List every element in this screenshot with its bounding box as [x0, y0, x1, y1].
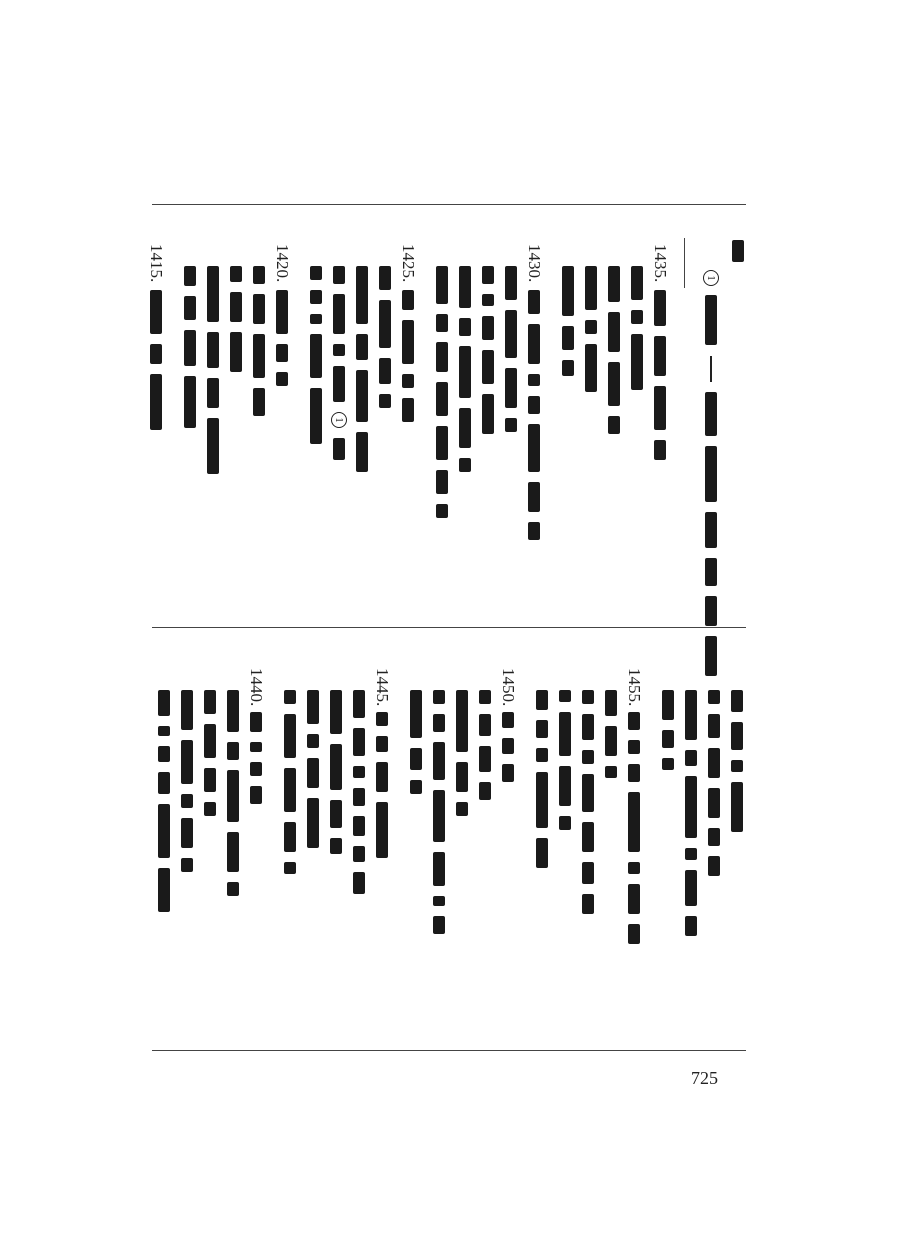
mongolian-word: [631, 334, 643, 390]
mongolian-word: [410, 748, 422, 770]
mongolian-word: [482, 394, 494, 434]
mongolian-word: [582, 894, 594, 914]
mongolian-word: [731, 690, 743, 712]
mongolian-word: [482, 294, 494, 306]
mongolian-word: [662, 730, 674, 748]
mongolian-word: [708, 690, 720, 704]
mongolian-word: [605, 690, 617, 716]
mongolian-word: [402, 398, 414, 422]
mongolian-word: [250, 742, 262, 752]
mongolian-word: [482, 350, 494, 384]
mongolian-word: [181, 818, 193, 848]
mongolian-word: [356, 334, 368, 360]
mongolian-word: [654, 386, 666, 430]
mongolian-word: [184, 330, 196, 366]
mongolian-word: [253, 266, 265, 284]
mongolian-word: [310, 314, 322, 324]
mongolian-word: [705, 392, 717, 436]
mongolian-word: [528, 290, 540, 314]
mongolian-word: [230, 332, 242, 372]
footnote-marker-circled: 1: [331, 412, 347, 428]
mongolian-word: [307, 734, 319, 748]
mongolian-word: [731, 722, 743, 750]
mongolian-word: [276, 290, 288, 334]
mongolian-word: [685, 750, 697, 766]
mongolian-word: [436, 504, 448, 518]
mongolian-word: [559, 766, 571, 806]
mongolian-word: [628, 924, 640, 944]
mongolian-word: [459, 318, 471, 336]
mongolian-word: [502, 712, 514, 728]
mongolian-word: [307, 798, 319, 848]
mongolian-word: [456, 762, 468, 792]
mongolian-word: [227, 832, 239, 872]
mongolian-word: [207, 332, 219, 368]
mongolian-word: [705, 636, 717, 676]
mongolian-word: [708, 788, 720, 818]
mongolian-word: [356, 432, 368, 472]
mongolian-word: [310, 388, 322, 444]
mongolian-word: [310, 266, 322, 280]
mongolian-word: [562, 266, 574, 316]
mongolian-word: [181, 794, 193, 808]
mongolian-word: [685, 916, 697, 936]
mongolian-word: [253, 294, 265, 324]
mongolian-word: [436, 382, 448, 416]
mongolian-word: [628, 884, 640, 914]
mongolian-word: [184, 376, 196, 428]
mongolian-word: [204, 768, 216, 792]
mongolian-word: [528, 482, 540, 512]
mongolian-word: [158, 746, 170, 762]
mongolian-word: [505, 368, 517, 408]
mongolian-word: [536, 772, 548, 828]
mongolian-word: [605, 766, 617, 778]
mongolian-word: [284, 862, 296, 874]
mongolian-word: [253, 388, 265, 416]
mongolian-word: [410, 690, 422, 738]
mongolian-word: [528, 324, 540, 364]
mongolian-word: [310, 334, 322, 378]
mongolian-word: [402, 374, 414, 388]
mongolian-word: [250, 762, 262, 776]
mongolian-word: [376, 736, 388, 752]
mongolian-word: [207, 266, 219, 322]
mongolian-word: [333, 294, 345, 334]
mongolian-word: [528, 396, 540, 414]
mongolian-word: [158, 690, 170, 716]
mongolian-word: [433, 896, 445, 906]
mongolian-word: [310, 290, 322, 304]
mongolian-word: [685, 870, 697, 906]
mongolian-word: [662, 758, 674, 770]
mongolian-word: [227, 690, 239, 732]
mongolian-word: [402, 320, 414, 364]
mongolian-word: [376, 802, 388, 858]
mongolian-word: [353, 816, 365, 836]
mongolian-word: [333, 344, 345, 356]
mongolian-word: [631, 266, 643, 300]
mongolian-word: [353, 690, 365, 718]
mongolian-word: [479, 782, 491, 800]
line-number-1415: 1415.: [147, 244, 166, 283]
line-number-1445: 1445.: [373, 668, 392, 707]
footnote-marker-circled: 1: [703, 270, 719, 286]
mongolian-word: [662, 690, 674, 720]
mongolian-word: [582, 690, 594, 704]
mongolian-word: [505, 266, 517, 300]
mongolian-word: [482, 266, 494, 284]
mongolian-word: [459, 346, 471, 398]
mongolian-word: [731, 782, 743, 832]
line-number-1455: 1455.: [625, 668, 644, 707]
mongolian-word: [705, 446, 717, 502]
mongolian-word: [585, 344, 597, 392]
mongolian-word: [379, 358, 391, 384]
mongolian-word: [705, 512, 717, 548]
mongolian-word: [582, 774, 594, 812]
mongolian-word: [459, 266, 471, 308]
mongolian-word: [628, 862, 640, 874]
mongolian-word: [276, 344, 288, 362]
mongolian-word: [250, 712, 262, 732]
mongolian-word: [253, 334, 265, 378]
mongolian-word: [376, 712, 388, 726]
mongolian-word: [353, 846, 365, 862]
mongolian-word: [402, 290, 414, 310]
middle-rule: [152, 627, 746, 628]
mongolian-word: [356, 370, 368, 422]
mongolian-word: [353, 766, 365, 778]
mongolian-word: [184, 296, 196, 320]
mongolian-word: [353, 788, 365, 806]
mongolian-word: [456, 690, 468, 752]
mongolian-word: [482, 316, 494, 340]
mongolian-word: [284, 714, 296, 758]
line-number-1440: 1440.: [247, 668, 266, 707]
mongolian-word: [536, 748, 548, 762]
mongolian-word: [562, 326, 574, 350]
mongolian-word: [333, 266, 345, 284]
mongolian-word: [333, 366, 345, 402]
mongolian-word: [732, 240, 744, 262]
mongolian-word: [410, 780, 422, 794]
mongolian-word: [436, 470, 448, 494]
mongolian-word: [562, 360, 574, 376]
line-number-1435: 1435.: [651, 244, 670, 283]
mongolian-word: [436, 342, 448, 372]
top-rule: [152, 204, 746, 205]
mongolian-word: [528, 374, 540, 386]
mongolian-word: [158, 772, 170, 794]
mongolian-word: [158, 868, 170, 912]
mongolian-word: [628, 712, 640, 730]
mongolian-word: [433, 714, 445, 732]
mongolian-word: [685, 848, 697, 860]
mongolian-word: [150, 374, 162, 430]
mongolian-word: [654, 290, 666, 326]
mongolian-word: [708, 748, 720, 778]
mongolian-word: [631, 310, 643, 324]
mongolian-word: [502, 738, 514, 754]
mongolian-word: [436, 426, 448, 460]
mongolian-word: [150, 344, 162, 364]
mongolian-word: [227, 882, 239, 896]
line-number-1450: 1450.: [499, 668, 518, 707]
mongolian-word: [608, 362, 620, 406]
mongolian-word: [685, 690, 697, 740]
mongolian-word: [379, 300, 391, 348]
mongolian-word: [559, 816, 571, 830]
mongolian-word: [307, 690, 319, 724]
mongolian-word: [459, 458, 471, 472]
mongolian-word: [528, 424, 540, 472]
mongolian-word: [582, 750, 594, 764]
mongolian-word: [536, 838, 548, 868]
mongolian-word: [705, 558, 717, 586]
mongolian-word: [330, 838, 342, 854]
mongolian-word: [608, 416, 620, 434]
page-number: 725: [691, 1068, 718, 1088]
mongolian-word: [559, 712, 571, 756]
mongolian-word: [227, 770, 239, 822]
mongolian-word: [353, 728, 365, 756]
mongolian-word: [536, 690, 548, 710]
mongolian-word: [379, 266, 391, 290]
mongolian-word: [585, 266, 597, 310]
mongolian-word: [528, 522, 540, 540]
em-dash: [710, 356, 712, 382]
mongolian-word: [284, 768, 296, 812]
mongolian-word: [708, 856, 720, 876]
line-number-1425: 1425.: [399, 244, 418, 283]
mongolian-word: [207, 418, 219, 474]
mongolian-word: [559, 690, 571, 702]
mongolian-word: [330, 690, 342, 734]
mongolian-word: [184, 266, 196, 286]
mongolian-word: [284, 822, 296, 852]
mongolian-word: [582, 714, 594, 740]
bottom-rule: [152, 1050, 746, 1051]
mongolian-word: [204, 724, 216, 758]
mongolian-word: [479, 690, 491, 704]
mongolian-word: [582, 862, 594, 884]
mongolian-word: [207, 378, 219, 408]
mongolian-word: [181, 858, 193, 872]
mongolian-word: [605, 726, 617, 756]
mongolian-word: [204, 802, 216, 816]
mongolian-word: [628, 792, 640, 852]
mongolian-word: [705, 295, 717, 345]
mongolian-word: [158, 726, 170, 736]
mongolian-word: [505, 310, 517, 358]
line-number-1420: 1420.: [273, 244, 292, 283]
mongolian-word: [582, 822, 594, 852]
mongolian-word: [353, 872, 365, 894]
mongolian-word: [708, 714, 720, 738]
mongolian-word: [433, 852, 445, 886]
mongolian-word: [227, 742, 239, 760]
mongolian-word: [284, 690, 296, 704]
mongolian-word: [436, 314, 448, 332]
mongolian-word: [436, 266, 448, 304]
mongolian-word: [276, 372, 288, 386]
mongolian-word: [376, 762, 388, 792]
mongolian-word: [230, 292, 242, 322]
mongolian-word: [230, 266, 242, 282]
line-number-1430: 1430.: [525, 244, 544, 283]
mongolian-word: [204, 690, 216, 714]
mongolian-word: [608, 266, 620, 302]
mongolian-word: [608, 312, 620, 352]
mongolian-word: [708, 828, 720, 846]
mongolian-word: [307, 758, 319, 788]
mongolian-word: [654, 336, 666, 376]
mongolian-word: [330, 800, 342, 828]
mongolian-word: [333, 438, 345, 460]
mongolian-word: [479, 746, 491, 772]
mongolian-word: [181, 740, 193, 784]
mongolian-word: [731, 760, 743, 772]
mongolian-word: [628, 764, 640, 782]
mongolian-word: [654, 440, 666, 460]
mongolian-word: [536, 720, 548, 738]
mongolian-word: [158, 804, 170, 858]
mongolian-word: [628, 740, 640, 754]
mongolian-word: [150, 290, 162, 334]
mongolian-word: [505, 418, 517, 432]
mongolian-word: [181, 690, 193, 730]
mongolian-word: [459, 408, 471, 448]
mongolian-word: [502, 764, 514, 782]
mongolian-word: [456, 802, 468, 816]
mongolian-word: [330, 744, 342, 790]
mongolian-word: [433, 742, 445, 780]
mongolian-word: [433, 690, 445, 704]
footnote-separator: [684, 238, 685, 288]
mongolian-word: [433, 916, 445, 934]
mongolian-word: [685, 776, 697, 838]
mongolian-word: [356, 266, 368, 324]
mongolian-word: [585, 320, 597, 334]
mongolian-word: [479, 714, 491, 736]
mongolian-word: [433, 790, 445, 842]
mongolian-word: [379, 394, 391, 408]
mongolian-word: [705, 596, 717, 626]
mongolian-word: [250, 786, 262, 804]
